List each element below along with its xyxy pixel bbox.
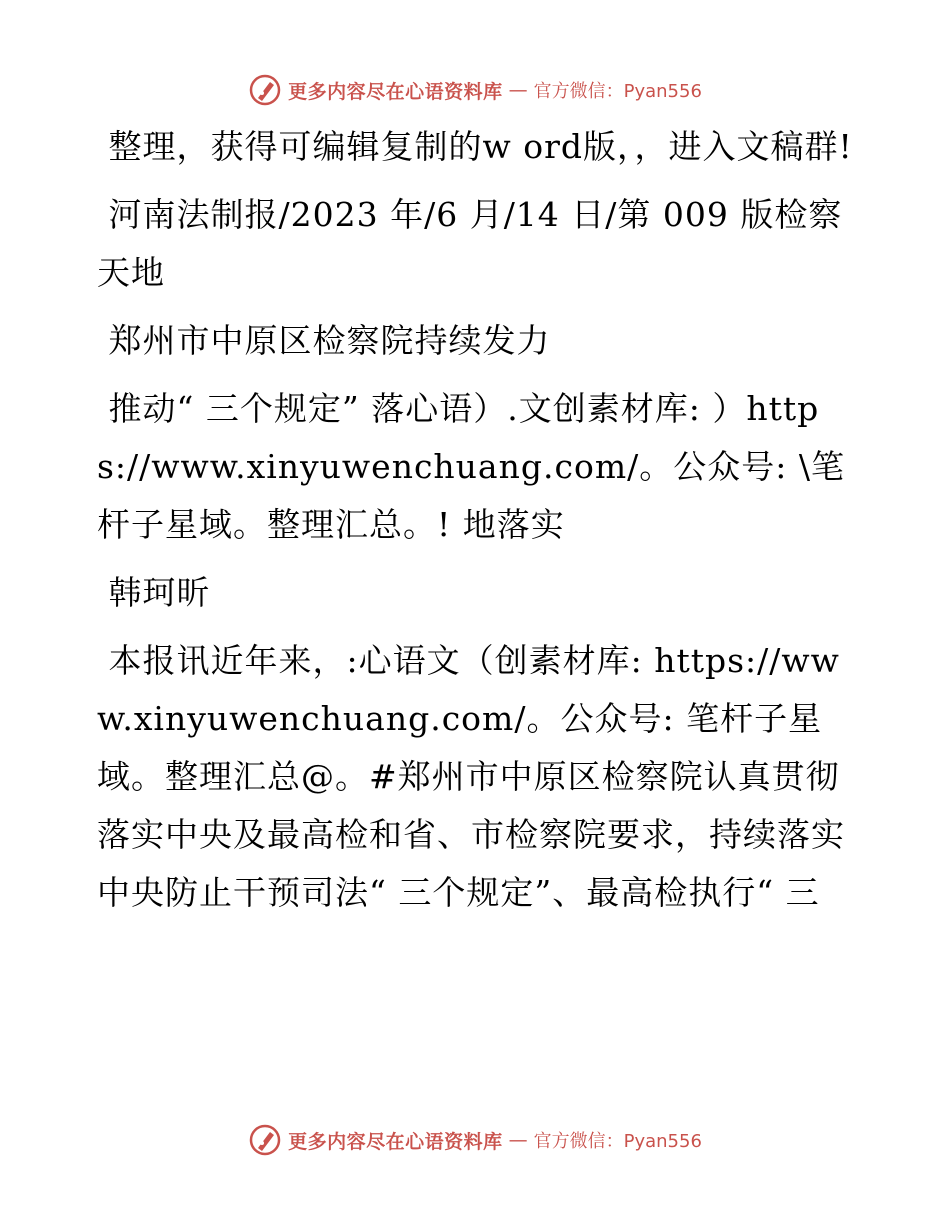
paragraph-author: 韩珂昕 (97, 573, 211, 612)
header-banner (0, 70, 950, 110)
pen-logo-icon (248, 1123, 282, 1157)
footer-banner-inner (248, 1123, 702, 1157)
footer-banner (0, 1120, 950, 1160)
footer-banner-text: 更多内容尽在心语资料库 (288, 1130, 503, 1153)
header-banner-wechat: 官方微信：Pyan556 (533, 81, 702, 102)
paragraph-intro: 整理，获得可编辑复制的w ord版，，进入文稿群! (97, 127, 853, 166)
document-body (97, 118, 857, 932)
paragraph-title: 郑州市中原区检察院持续发力 (97, 321, 551, 360)
paragraph-body: 本报讯近年来，:心语文（创素材库: https://www.xinyuwenchuang.com/。公众号: 笔杆子星域。整理汇总@。#郑州市中原区检察院认真贯彻落实中央及最高检和省、市检察院要求，持续落实中央防止干预司法“ 三个规定”、最高检执行“ 三 (97, 641, 845, 912)
paragraph-source: 河南法制报/2023 年/6 月/14 日/第 009 版检察天地 (97, 195, 843, 292)
header-banner-separator: — (508, 79, 528, 101)
pen-logo-icon (248, 73, 282, 107)
header-banner-text: 更多内容尽在心语资料库 (288, 80, 503, 103)
header-banner-inner (248, 73, 702, 107)
footer-banner-wechat: 官方微信：Pyan556 (533, 1131, 702, 1152)
footer-banner-separator: — (508, 1129, 528, 1151)
paragraph-subtitle: 推动“ 三个规定” 落心语）.文创素材库: ）https://www.xinyuwenchuang.com/。公众号: \笔杆子星域。整理汇总。! 地落实 (97, 389, 845, 544)
